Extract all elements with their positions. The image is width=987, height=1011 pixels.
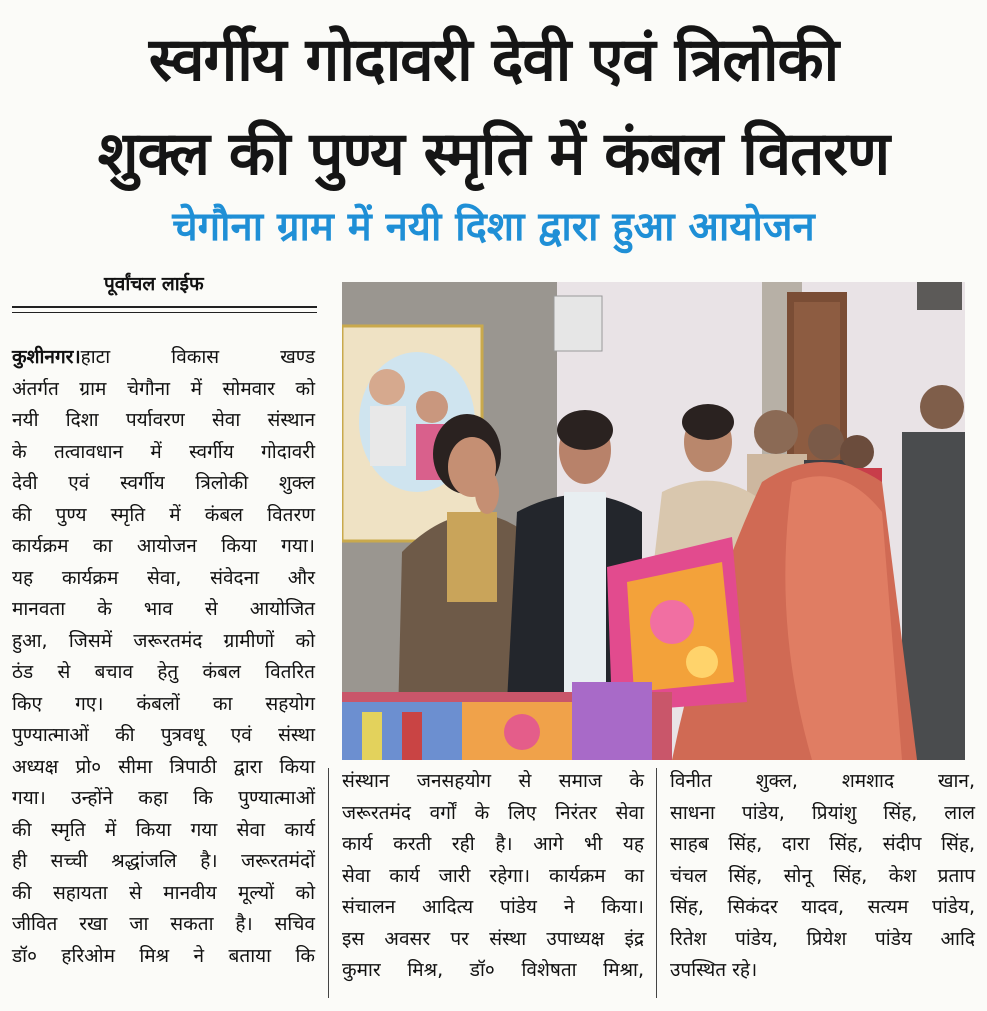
text-line: ही सच्ची श्रद्धांजलि है। जरूरतमंदों: [12, 850, 315, 872]
text-line: की स्मृति में किया गया सेवा कार्य: [12, 818, 315, 841]
subheadline: चेगौना ग्राम में नयी दिशा द्वारा हुआ आयोजन: [172, 204, 815, 250]
headline-line-1: स्वर्गीय गोदावरी देवी एवं त्रिलोकी: [148, 25, 839, 95]
text-line: उपस्थित रहे।: [670, 959, 758, 981]
text-line: साहब सिंह, दारा सिंह, संदीप सिंह,: [670, 833, 975, 855]
text-line: संचालन आदित्य पांडेय ने किया।: [342, 896, 644, 918]
event-photo: [342, 282, 965, 760]
text-line: [12, 342, 315, 374]
text-line: चंचल सिंह, सोनू सिंह, केश प्रताप: [670, 864, 975, 887]
column-divider: [328, 768, 329, 998]
text-line: रितेश पांडेय, प्रियेश पांडेय आदि: [670, 927, 975, 950]
text-line: ठंड से बचाव हेतु कंबल वितरित: [12, 661, 315, 683]
headline-line-2: शुक्ल की पुण्य स्मृति में कंबल वितरण: [97, 119, 890, 189]
text-line: हुआ, जिसमें जरूरतमंद ग्रामीणों को: [12, 629, 315, 652]
text-line: इस अवसर पर संस्था उपाध्यक्ष इंद्र: [342, 927, 644, 950]
text-line: पुण्यात्माओं की पुत्रवधू एवं संस्था: [12, 724, 315, 746]
text-line: किए गए। कंबलों का सहयोग: [12, 692, 315, 715]
column-3: [670, 766, 975, 987]
column-2: [342, 766, 644, 987]
byline-rule: [12, 306, 317, 308]
text-line: की पुण्य स्मृति में कंबल वितरण: [12, 503, 315, 526]
dateline: कुशीनगर।: [12, 346, 81, 368]
text-line: कार्यक्रम का आयोजन किया गया।: [12, 535, 315, 557]
text-line: मानवता के भाव से आयोजित: [12, 598, 315, 620]
column-divider: [656, 768, 657, 998]
text-line: की सहायता से मानवीय मूल्यों को: [12, 881, 315, 904]
text-line: कार्य करती रही है। आगे भी यह: [342, 833, 644, 855]
text-line: साधना पांडेय, प्रियांशु सिंह, लाल: [670, 801, 975, 824]
text-line: अध्यक्ष प्रो० सीमा त्रिपाठी द्वारा किया: [12, 755, 315, 778]
byline: पूर्वांचल लाईफ: [104, 273, 204, 295]
text-line: सेवा कार्य जारी रहेगा। कार्यक्रम का: [342, 864, 644, 887]
text-line: जीवित रखा जा सकता है। सचिव: [12, 913, 315, 935]
text-line: के तत्वावधान में स्वर्गीय गोदावरी: [12, 440, 315, 463]
column-1: [12, 342, 315, 972]
text-line: अंतर्गत ग्राम चेगौना में सोमवार को: [12, 377, 315, 400]
text-line: डॉ० हरिओम मिश्र ने बताया कि: [12, 944, 315, 967]
text-line: यह कार्यक्रम सेवा, संवेदना और: [12, 566, 315, 589]
text-line: जरूरतमंद वर्गों के लिए निरंतर सेवा: [342, 801, 644, 824]
text-line: देवी एवं स्वर्गीय त्रिलोकी शुक्ल: [12, 472, 315, 494]
text-line: संस्थान जनसहयोग से समाज के: [342, 770, 644, 792]
text-line: सिंह, सिकंदर यादव, सत्यम पांडेय,: [670, 896, 975, 918]
text-line: गया। उन्होंने कहा कि पुण्यात्माओं: [12, 787, 315, 809]
text-line: कुमार मिश्र, डॉ० विशेषता मिश्रा,: [342, 959, 644, 981]
event-photo-illustration: [342, 282, 965, 760]
text-line-part: हाटा विकास खण्ड: [80, 346, 315, 368]
byline-rule-thin: [12, 312, 317, 313]
text-line: विनीत शुक्ल, शमशाद खान,: [670, 770, 975, 792]
text-line: नयी दिशा पर्यावरण सेवा संस्थान: [12, 409, 315, 431]
